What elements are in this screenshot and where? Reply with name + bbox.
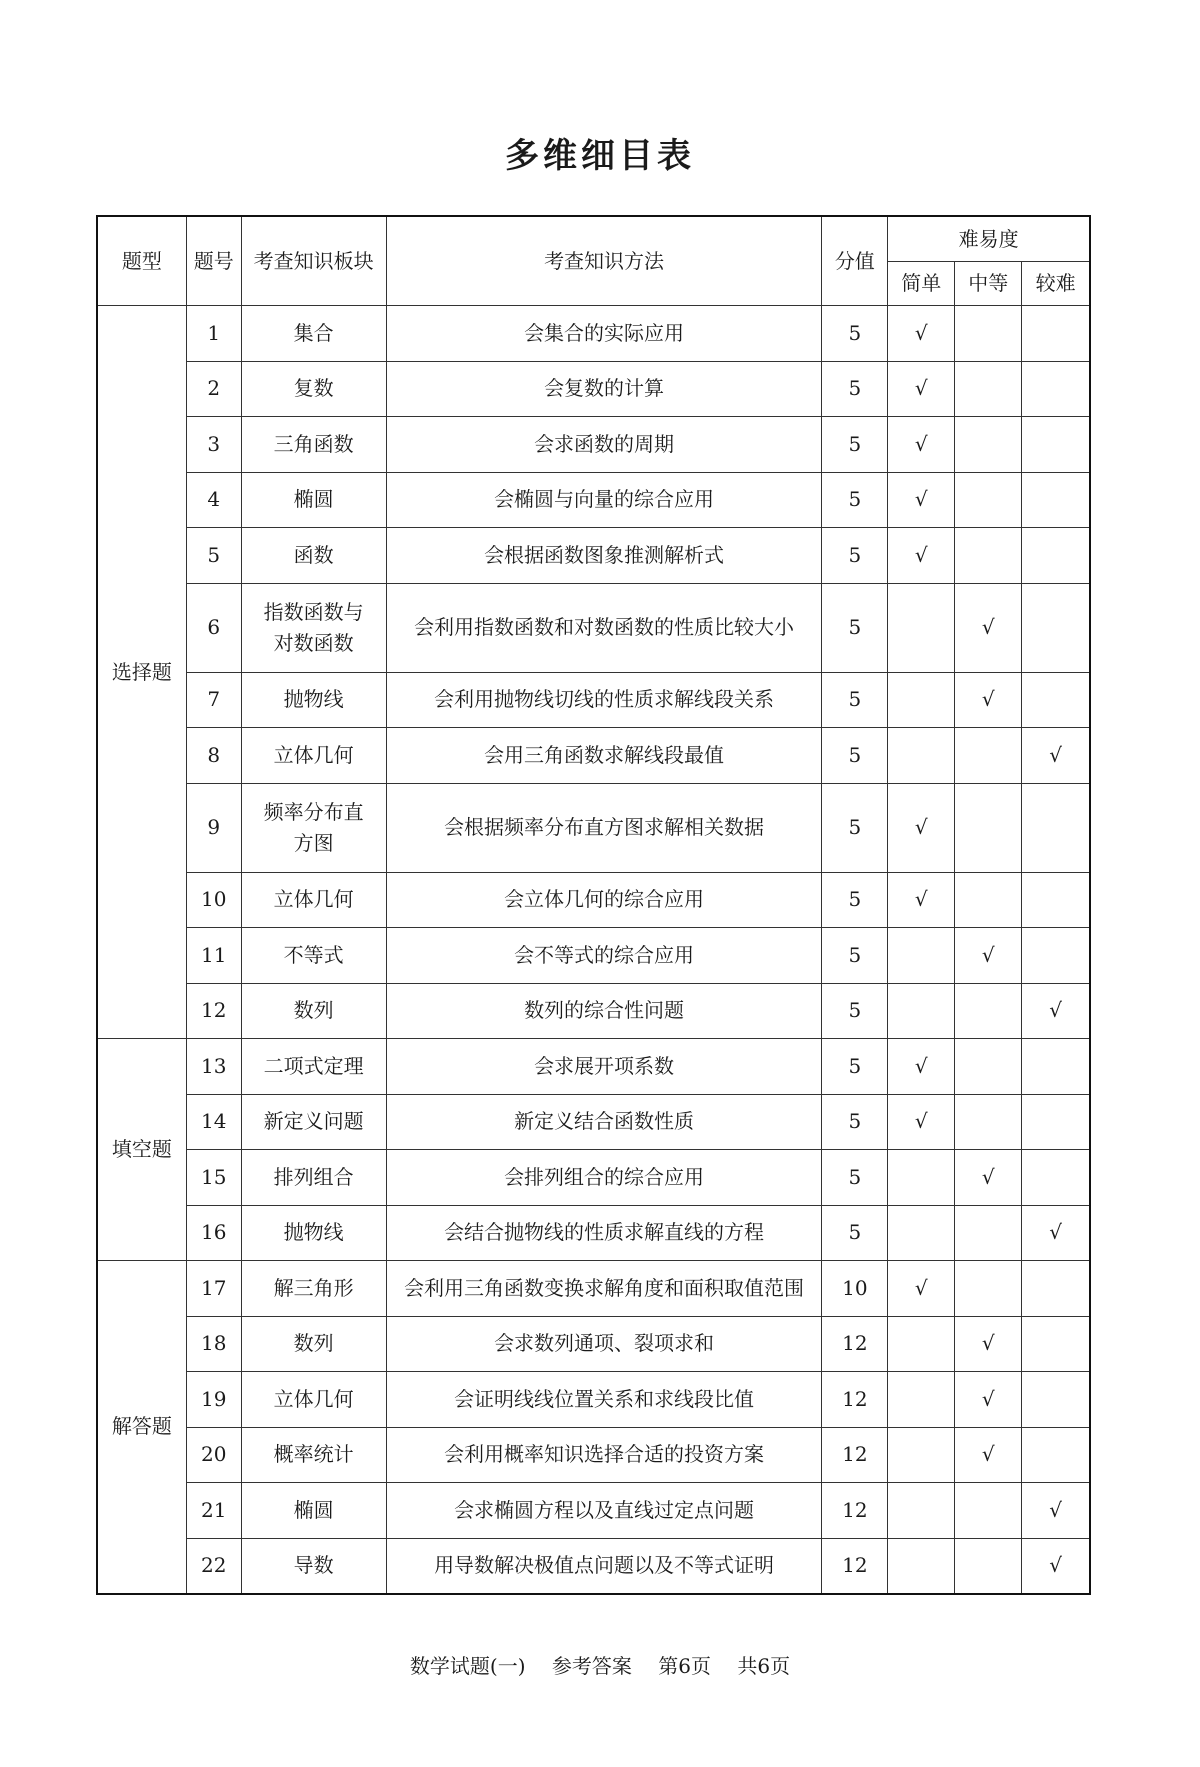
score-cell: 12 <box>822 1538 888 1594</box>
difficulty-medium-cell <box>955 1039 1022 1095</box>
footer-total: 共6页 <box>737 1654 791 1678</box>
score-cell: 12 <box>822 1483 888 1539</box>
check-mark-icon: √ <box>1049 742 1063 767</box>
table-row <box>97 417 1090 473</box>
check-mark-icon: √ <box>981 942 995 967</box>
difficulty-medium-cell <box>955 928 1022 984</box>
knowledge-method-cell: 新定义结合函数性质 <box>386 1094 822 1150</box>
detail-table <box>96 215 1091 1595</box>
header-medium: 中等 <box>955 262 1022 306</box>
table-row <box>97 1205 1090 1261</box>
knowledge-method-cell: 会利用指数函数和对数函数的性质比较大小 <box>386 583 822 672</box>
check-mark-icon: √ <box>914 1053 928 1078</box>
footer-subject: 数学试题(一) <box>409 1654 526 1678</box>
knowledge-method-cell: 会求数列通项、裂项求和 <box>386 1316 822 1372</box>
knowledge-method-cell: 会利用三角函数变换求解角度和面积取值范围 <box>386 1261 822 1317</box>
question-type-cell: 填空题 <box>97 1039 186 1261</box>
check-mark-icon: √ <box>914 887 928 912</box>
difficulty-medium-cell <box>955 983 1022 1039</box>
score-cell: 5 <box>822 472 888 528</box>
table-row <box>97 1261 1090 1317</box>
table-row <box>97 783 1090 872</box>
question-number-cell: 15 <box>186 1150 241 1206</box>
score-cell: 5 <box>822 672 888 728</box>
check-mark-icon: √ <box>914 431 928 456</box>
question-number-cell: 20 <box>186 1427 241 1483</box>
difficulty-medium-cell <box>955 1205 1022 1261</box>
difficulty-medium-cell <box>955 361 1022 417</box>
knowledge-method-cell: 会根据函数图象推测解析式 <box>386 528 822 584</box>
check-mark-icon: √ <box>914 487 928 512</box>
check-mark-icon: √ <box>981 687 995 712</box>
header-type: 题型 <box>97 216 186 306</box>
difficulty-easy-cell <box>888 472 955 528</box>
difficulty-medium-cell <box>955 583 1022 672</box>
footer-answer: 参考答案 <box>551 1654 632 1678</box>
header-method: 考查知识方法 <box>386 216 822 306</box>
knowledge-module-cell: 数列 <box>241 983 386 1039</box>
score-cell: 12 <box>822 1427 888 1483</box>
question-number-cell: 17 <box>186 1261 241 1317</box>
difficulty-hard-cell <box>1022 583 1090 672</box>
difficulty-easy-cell <box>888 1372 955 1428</box>
table-row <box>97 583 1090 672</box>
check-mark-icon: √ <box>914 376 928 401</box>
knowledge-method-cell: 会利用概率知识选择合适的投资方案 <box>386 1427 822 1483</box>
difficulty-hard-cell <box>1022 1372 1090 1428</box>
score-cell: 5 <box>822 872 888 928</box>
question-number-cell: 18 <box>186 1316 241 1372</box>
score-cell: 5 <box>822 1205 888 1261</box>
knowledge-module-cell: 立体几何 <box>241 872 386 928</box>
difficulty-easy-cell <box>888 583 955 672</box>
check-mark-icon: √ <box>914 1275 928 1300</box>
difficulty-medium-cell <box>955 1483 1022 1539</box>
header-module: 考查知识板块 <box>241 216 386 306</box>
difficulty-medium-cell <box>955 1150 1022 1206</box>
difficulty-hard-cell <box>1022 1261 1090 1317</box>
check-mark-icon: √ <box>914 815 928 839</box>
difficulty-easy-cell <box>888 1316 955 1372</box>
question-number-cell: 11 <box>186 928 241 984</box>
difficulty-medium-cell <box>955 1316 1022 1372</box>
header-hard: 较难 <box>1022 262 1090 306</box>
check-mark-icon: √ <box>981 1331 995 1356</box>
table-row <box>97 872 1090 928</box>
table-row <box>97 728 1090 784</box>
table-row <box>97 1372 1090 1428</box>
score-cell: 5 <box>822 1094 888 1150</box>
difficulty-easy-cell <box>888 983 955 1039</box>
difficulty-easy-cell <box>888 1150 955 1206</box>
knowledge-module-cell: 立体几何 <box>241 1372 386 1428</box>
check-mark-icon: √ <box>1049 1497 1063 1522</box>
knowledge-module-cell: 二项式定理 <box>241 1039 386 1095</box>
question-number-cell: 10 <box>186 872 241 928</box>
question-number-cell: 4 <box>186 472 241 528</box>
difficulty-easy-cell <box>888 1094 955 1150</box>
question-number-cell: 19 <box>186 1372 241 1428</box>
knowledge-module-cell: 抛物线 <box>241 1205 386 1261</box>
question-number-cell: 8 <box>186 728 241 784</box>
difficulty-easy-cell <box>888 728 955 784</box>
check-mark-icon: √ <box>914 320 928 345</box>
score-cell: 5 <box>822 983 888 1039</box>
question-number-cell: 2 <box>186 361 241 417</box>
score-cell: 5 <box>822 361 888 417</box>
difficulty-easy-cell <box>888 1538 955 1594</box>
difficulty-easy-cell <box>888 672 955 728</box>
question-number-cell: 22 <box>186 1538 241 1594</box>
difficulty-hard-cell <box>1022 1094 1090 1150</box>
difficulty-medium-cell <box>955 728 1022 784</box>
knowledge-module-cell: 排列组合 <box>241 1150 386 1206</box>
check-mark-icon: √ <box>981 1164 995 1189</box>
difficulty-hard-cell <box>1022 728 1090 784</box>
question-number-cell: 6 <box>186 583 241 672</box>
difficulty-easy-cell <box>888 361 955 417</box>
table-row <box>97 306 1090 362</box>
question-type-cell: 解答题 <box>97 1261 186 1594</box>
knowledge-module-cell: 指数函数与对数函数 <box>241 583 386 672</box>
check-mark-icon: √ <box>981 1386 995 1411</box>
question-number-cell: 13 <box>186 1039 241 1095</box>
table-row <box>97 472 1090 528</box>
knowledge-method-cell: 会结合抛物线的性质求解直线的方程 <box>386 1205 822 1261</box>
footer-page: 第6页 <box>658 1654 711 1678</box>
knowledge-method-cell: 数列的综合性问题 <box>386 983 822 1039</box>
knowledge-module-cell: 椭圆 <box>241 472 386 528</box>
score-cell: 5 <box>822 306 888 362</box>
question-number-cell: 14 <box>186 1094 241 1150</box>
check-mark-icon: √ <box>914 1109 928 1134</box>
difficulty-easy-cell <box>888 783 955 872</box>
table-row <box>97 1427 1090 1483</box>
knowledge-method-cell: 会证明线线位置关系和求线段比值 <box>386 1372 822 1428</box>
table-row <box>97 1538 1090 1594</box>
difficulty-medium-cell <box>955 1094 1022 1150</box>
table-row <box>97 672 1090 728</box>
knowledge-method-cell: 会求函数的周期 <box>386 417 822 473</box>
difficulty-easy-cell <box>888 417 955 473</box>
score-cell: 5 <box>822 417 888 473</box>
knowledge-method-cell: 用导数解决极值点问题以及不等式证明 <box>386 1538 822 1594</box>
score-cell: 5 <box>822 583 888 672</box>
difficulty-hard-cell <box>1022 1150 1090 1206</box>
knowledge-module-cell: 椭圆 <box>241 1483 386 1539</box>
difficulty-hard-cell <box>1022 1205 1090 1261</box>
question-number-cell: 9 <box>186 783 241 872</box>
difficulty-hard-cell <box>1022 783 1090 872</box>
score-cell: 5 <box>822 728 888 784</box>
score-cell: 5 <box>822 1150 888 1206</box>
difficulty-hard-cell <box>1022 417 1090 473</box>
knowledge-method-cell: 会椭圆与向量的综合应用 <box>386 472 822 528</box>
score-cell: 12 <box>822 1316 888 1372</box>
question-number-cell: 12 <box>186 983 241 1039</box>
knowledge-module-cell: 抛物线 <box>241 672 386 728</box>
difficulty-hard-cell <box>1022 1538 1090 1594</box>
knowledge-method-cell: 会立体几何的综合应用 <box>386 872 822 928</box>
question-number-cell: 16 <box>186 1205 241 1261</box>
knowledge-module-cell: 复数 <box>241 361 386 417</box>
difficulty-hard-cell <box>1022 306 1090 362</box>
check-mark-icon: √ <box>1049 1220 1063 1245</box>
check-mark-icon: √ <box>981 615 995 639</box>
difficulty-hard-cell <box>1022 361 1090 417</box>
difficulty-medium-cell <box>955 1372 1022 1428</box>
table-row <box>97 1039 1090 1095</box>
check-mark-icon: √ <box>1049 1553 1063 1577</box>
knowledge-module-cell: 数列 <box>241 1316 386 1372</box>
knowledge-module-cell: 频率分布直方图 <box>241 783 386 872</box>
question-number-cell: 7 <box>186 672 241 728</box>
difficulty-hard-cell <box>1022 1316 1090 1372</box>
table-row <box>97 1150 1090 1206</box>
difficulty-medium-cell <box>955 472 1022 528</box>
check-mark-icon: √ <box>981 1442 995 1467</box>
knowledge-module-cell: 导数 <box>241 1538 386 1594</box>
difficulty-hard-cell <box>1022 528 1090 584</box>
difficulty-medium-cell <box>955 783 1022 872</box>
difficulty-easy-cell <box>888 928 955 984</box>
header-number: 题号 <box>186 216 241 306</box>
table-row <box>97 1483 1090 1539</box>
header-easy: 简单 <box>888 262 955 306</box>
knowledge-method-cell: 会复数的计算 <box>386 361 822 417</box>
difficulty-easy-cell <box>888 1261 955 1317</box>
knowledge-module-cell: 新定义问题 <box>241 1094 386 1150</box>
score-cell: 5 <box>822 928 888 984</box>
knowledge-module-cell: 三角函数 <box>241 417 386 473</box>
difficulty-hard-cell <box>1022 1483 1090 1539</box>
score-cell: 5 <box>822 1039 888 1095</box>
difficulty-hard-cell <box>1022 872 1090 928</box>
header-difficulty: 难易度 <box>888 216 1090 262</box>
difficulty-easy-cell <box>888 1205 955 1261</box>
difficulty-medium-cell <box>955 1427 1022 1483</box>
difficulty-medium-cell <box>955 417 1022 473</box>
knowledge-method-cell: 会排列组合的综合应用 <box>386 1150 822 1206</box>
page-footer <box>0 1650 1200 1679</box>
difficulty-medium-cell <box>955 1538 1022 1594</box>
difficulty-medium-cell <box>955 306 1022 362</box>
knowledge-method-cell: 会求椭圆方程以及直线过定点问题 <box>386 1483 822 1539</box>
knowledge-method-cell: 会用三角函数求解线段最值 <box>386 728 822 784</box>
table-row <box>97 361 1090 417</box>
difficulty-hard-cell <box>1022 983 1090 1039</box>
question-number-cell: 1 <box>186 306 241 362</box>
score-cell: 5 <box>822 528 888 584</box>
question-number-cell: 3 <box>186 417 241 473</box>
knowledge-module-cell: 不等式 <box>241 928 386 984</box>
knowledge-method-cell: 会集合的实际应用 <box>386 306 822 362</box>
difficulty-easy-cell <box>888 872 955 928</box>
table-row <box>97 1094 1090 1150</box>
difficulty-hard-cell <box>1022 928 1090 984</box>
header-score: 分值 <box>822 216 888 306</box>
difficulty-easy-cell <box>888 1039 955 1095</box>
table-row <box>97 983 1090 1039</box>
difficulty-easy-cell <box>888 306 955 362</box>
knowledge-module-cell: 集合 <box>241 306 386 362</box>
question-number-cell: 21 <box>186 1483 241 1539</box>
knowledge-module-cell: 立体几何 <box>241 728 386 784</box>
score-cell: 5 <box>822 783 888 872</box>
score-cell: 12 <box>822 1372 888 1428</box>
knowledge-module-cell: 概率统计 <box>241 1427 386 1483</box>
table-row <box>97 928 1090 984</box>
difficulty-easy-cell <box>888 528 955 584</box>
check-mark-icon: √ <box>914 542 928 567</box>
difficulty-medium-cell <box>955 528 1022 584</box>
check-mark-icon: √ <box>1049 998 1063 1023</box>
knowledge-module-cell: 解三角形 <box>241 1261 386 1317</box>
difficulty-easy-cell <box>888 1427 955 1483</box>
score-cell: 10 <box>822 1261 888 1317</box>
difficulty-hard-cell <box>1022 1427 1090 1483</box>
table-row <box>97 528 1090 584</box>
knowledge-method-cell: 会根据频率分布直方图求解相关数据 <box>386 783 822 872</box>
knowledge-method-cell: 会求展开项系数 <box>386 1039 822 1095</box>
page-title: 多维细目表 <box>505 136 695 176</box>
knowledge-module-cell: 函数 <box>241 528 386 584</box>
knowledge-method-cell: 会不等式的综合应用 <box>386 928 822 984</box>
difficulty-medium-cell <box>955 872 1022 928</box>
difficulty-medium-cell <box>955 1261 1022 1317</box>
difficulty-hard-cell <box>1022 1039 1090 1095</box>
difficulty-hard-cell <box>1022 672 1090 728</box>
question-type-cell: 选择题 <box>97 306 186 1039</box>
question-number-cell: 5 <box>186 528 241 584</box>
difficulty-hard-cell <box>1022 472 1090 528</box>
knowledge-method-cell: 会利用抛物线切线的性质求解线段关系 <box>386 672 822 728</box>
table-row <box>97 1316 1090 1372</box>
table-body <box>97 306 1090 1594</box>
difficulty-medium-cell <box>955 672 1022 728</box>
difficulty-easy-cell <box>888 1483 955 1539</box>
